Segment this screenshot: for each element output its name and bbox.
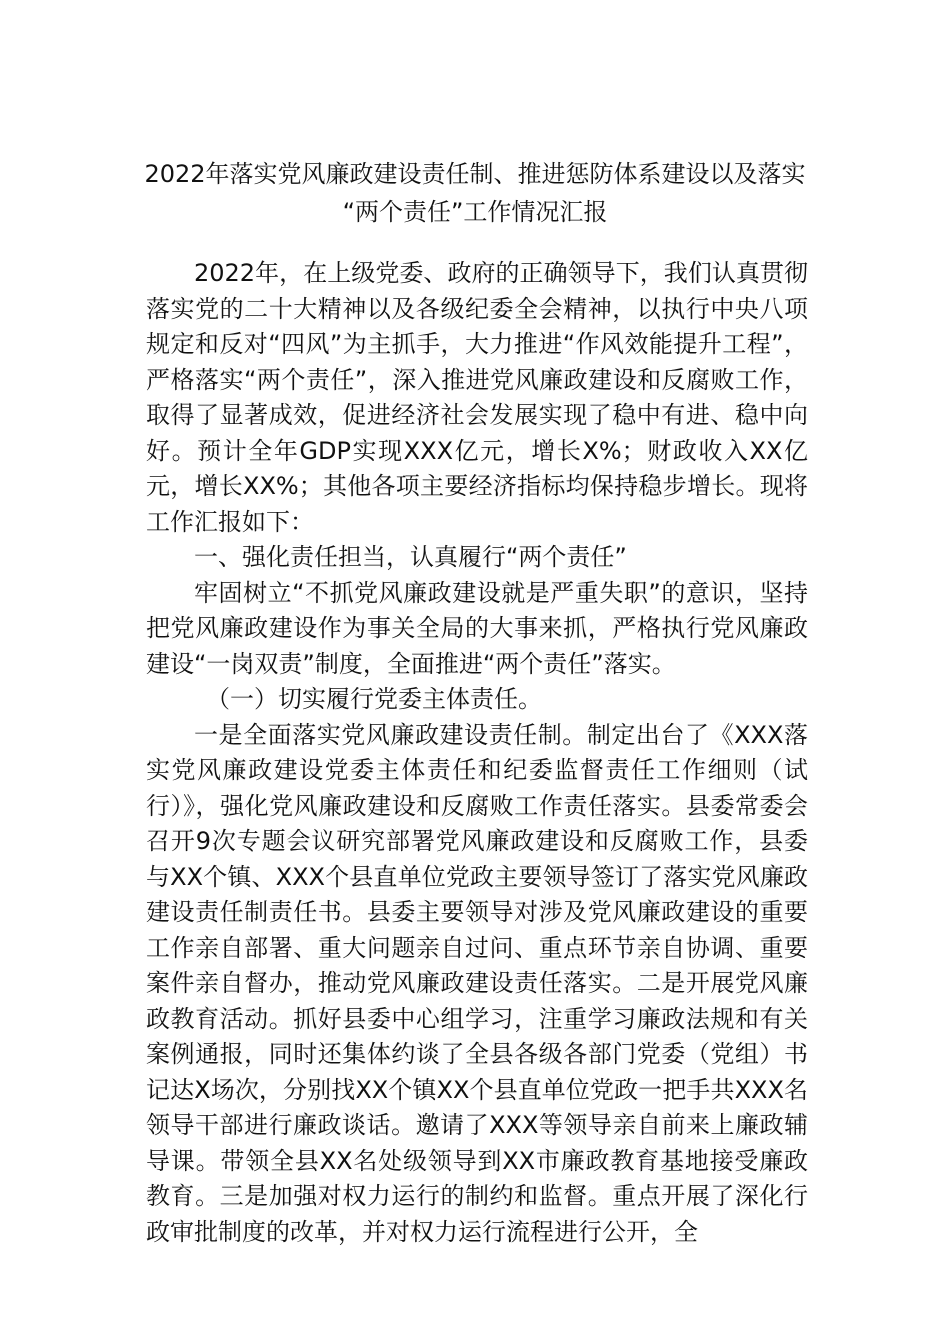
paragraph-intro: 2022年，在上级党委、政府的正确领导下，我们认真贯彻落实党的二十大精神以及各级纪委全会精神，以执行中央八项规定和反对“四风”为主抓手，大力推进“作风效能提升工程”，严格落实“两个责任”，深入推进党风廉政建设和反腐败工作，取得了显著成效，促进经济社会发展实现了稳中有进、稳中向好。预计全年GDP实现XXX亿元，增长X%；财政收入XX亿元，增长XX%；其他各项主要经济指标均保持稳步增长。现将工作汇报如下： xyxy=(146,259,808,536)
title-line-2: “两个责任”工作情况汇报 xyxy=(342,198,608,226)
section-heading-1: 一、强化责任担当，认真履行“两个责任” xyxy=(194,543,627,571)
subsection-heading-1: （一）切实履行党委主体责任。 xyxy=(206,685,542,713)
paragraph-section-1: 牢固树立“不抓党风廉政建设就是严重失职”的意识，坚持把党风廉政建设作为事关全局的大事来抓，严格执行党风廉政建设“一岗双责”制度，全面推进“两个责任”落实。 xyxy=(146,578,808,678)
title-line-1: 2022年落实党风廉政建设责任制、推进惩防体系建设以及落实 xyxy=(144,160,806,188)
paragraph-subsection-1: 一是全面落实党风廉政建设责任制。制定出台了《XXX落实党风廉政建设党委主体责任和纪委监督责任工作细则（试行）》，强化党风廉政建设和反腐败工作责任落实。县委常委会召开9次专题会议研究部署党风廉政建设和反腐败工作，县委与XX个镇、XXX个县直单位党政主要领导签订了落实党风廉政建设责任制责任书。县委主要领导对涉及党风廉政建设的重要工作亲自部署、重大问题亲自过问、重点环节亲自协调、重要案件亲自督办，推动党风廉政建设责任落实。二是开展党风廉政教育活动。抓好县委中心组学习，注重学习廉政法规和有关案例通报，同时还集体约谈了全县各级各部门党委（党组）书记达X场次，分别找XX个镇XX个县直单位党政一把手共XXX名领导干部进行廉政谈话。邀请了XXX等领导亲自前来上廉政辅导课。带领全县XX名处级领导到XX市廉政教育基地接受廉政教育。三是加强对权力运行的制约和监督。重点开展了深化行政审批制度的改革，并对权力运行流程进行公开，全 xyxy=(146,720,808,1246)
document-title xyxy=(120,155,830,231)
document-body xyxy=(146,256,808,1250)
